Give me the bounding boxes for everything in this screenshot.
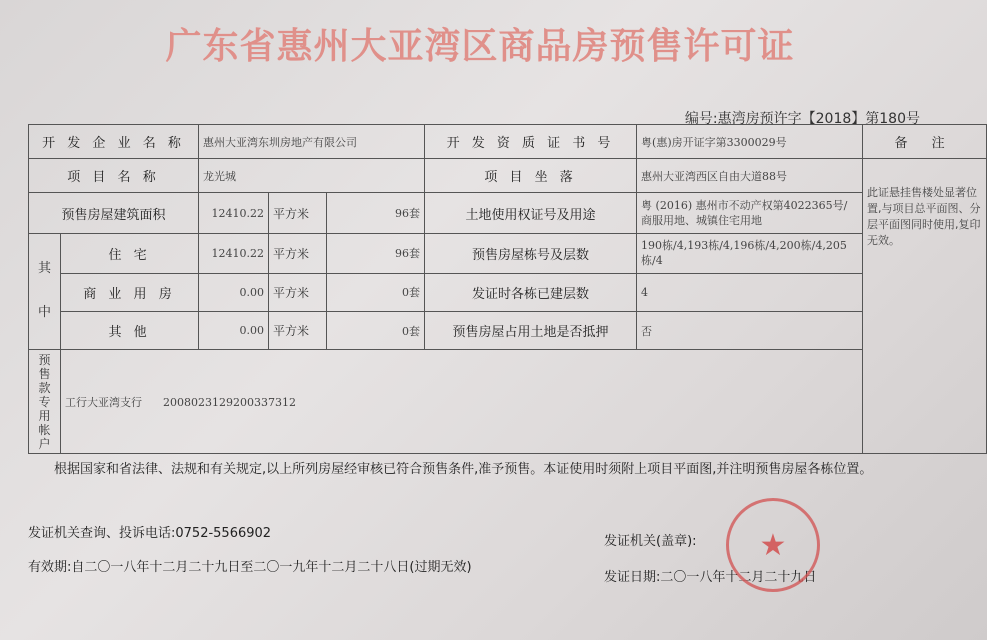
qualification-value: 粤(惠)房开证字第3300029号 [637, 125, 863, 159]
residential-unit: 平方米 [269, 233, 327, 273]
land-value: 粤 (2016) 惠州市不动产权第4022365号/商服用地、城镇住宅用地 [637, 193, 863, 233]
document-title: 广东省惠州大亚湾区商品房预售许可证 [165, 26, 795, 67]
bank-value: 工行大亚湾支行 [65, 395, 142, 409]
seal-star-icon: ★ [759, 527, 787, 563]
official-seal [726, 498, 820, 592]
residential-label: 住 宅 [61, 233, 199, 273]
issuer-text: 发证机关(盖章): [604, 534, 697, 549]
project-name-value: 龙光城 [199, 159, 425, 193]
commercial-label: 商 业 用 房 [61, 273, 199, 311]
developer-value: 惠州大亚湾东圳房地产有限公司 [199, 125, 425, 159]
other-label: 其 他 [61, 312, 199, 350]
commercial-unit: 平方米 [269, 273, 327, 311]
issue-date-text: 发证日期:二〇一八年十二月二十九日 [604, 570, 817, 585]
area-value: 12410.22 [199, 193, 269, 233]
project-name-label: 项 目 名 称 [29, 159, 199, 193]
area-sets: 96套 [327, 193, 425, 233]
remarks-label: 备 注 [863, 125, 987, 159]
other-unit: 平方米 [269, 312, 327, 350]
area-unit: 平方米 [269, 193, 327, 233]
floors-built-value: 4 [637, 273, 863, 311]
floors-built-label: 发证时各栋已建层数 [425, 273, 637, 311]
commercial-sets: 0套 [327, 273, 425, 311]
other-value: 0.00 [199, 312, 269, 350]
location-value: 惠州大亚湾西区自由大道88号 [637, 159, 863, 193]
location-label: 项 目 坐 落 [425, 159, 637, 193]
mortgage-label: 预售房屋占用土地是否抵押 [425, 312, 637, 350]
buildings-label: 预售房屋栋号及层数 [425, 233, 637, 273]
among-label: 其 中 [29, 233, 61, 350]
residential-value: 12410.22 [199, 233, 269, 273]
statement-text: 根据国家和省法律、法规和有关规定,以上所列房屋经审核已符合预售条件,准予预售。本证使用时须附上项目平面图,并注明预售房屋各栋位置。 [54, 462, 873, 477]
buildings-value: 190栋/4,193栋/4,196栋/4,200栋/4,205栋/4 [637, 233, 863, 273]
permit-table [28, 124, 987, 454]
document-number: 编号:惠湾房预许字【2018】第180号 [684, 111, 920, 127]
area-label: 预售房屋建筑面积 [29, 193, 199, 233]
other-sets: 0套 [327, 312, 425, 350]
remarks-text: 此证悬挂售楼处显著位置,与项目总平面图、分层平面图同时使用,复印无效。 [863, 159, 987, 454]
land-label: 土地使用权证号及用途 [425, 193, 637, 233]
developer-label: 开 发 企 业 名 称 [29, 125, 199, 159]
account-value: 2008023129200337312 [162, 395, 296, 409]
hotline-text: 发证机关查询、投诉电话:0752-5566902 [28, 526, 272, 541]
account-row [61, 350, 987, 454]
mortgage-value: 否 [637, 312, 863, 350]
validity-text: 有效期:自二〇一八年十二月二十九日至二〇一九年十二月二十八日(过期无效) [28, 560, 472, 575]
account-label: 预售款专用帐户 [29, 350, 61, 454]
qualification-label: 开 发 资 质 证 书 号 [425, 125, 637, 159]
residential-sets: 96套 [327, 233, 425, 273]
commercial-value: 0.00 [199, 273, 269, 311]
